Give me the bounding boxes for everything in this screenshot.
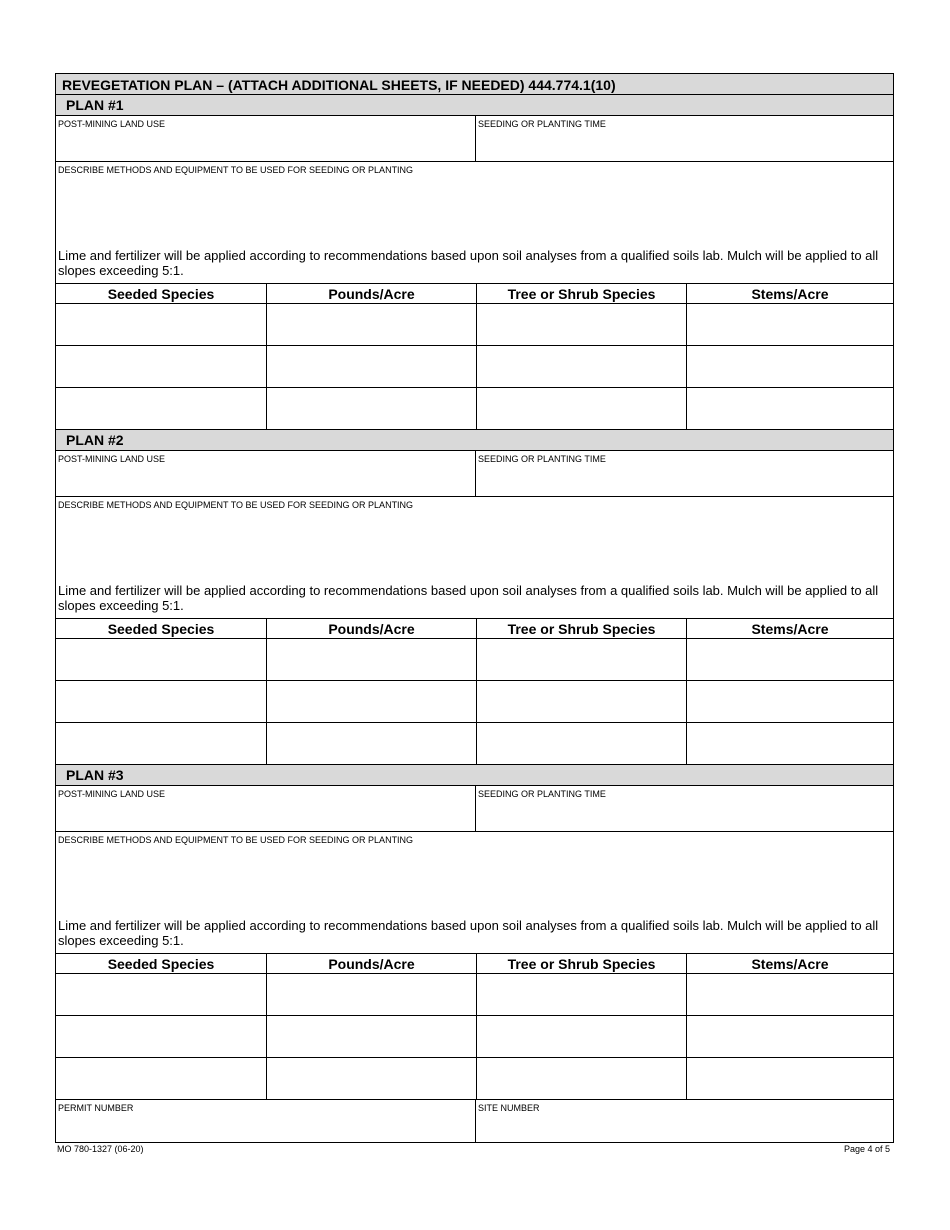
tree-shrub-cell[interactable] <box>476 346 686 387</box>
plan-3-seeding-time-field[interactable] <box>475 786 893 831</box>
tree-shrub-cell[interactable] <box>476 1058 686 1099</box>
pounds-acre-cell[interactable] <box>266 681 476 722</box>
tree-shrub-cell[interactable] <box>476 681 686 722</box>
plan-2-species-header <box>55 619 894 639</box>
col-seeded-species: Seeded Species <box>107 621 215 637</box>
plan-1-describe-field[interactable] <box>55 162 894 246</box>
plan-2-landuse-row <box>55 451 894 497</box>
plan-2-land-use-field[interactable] <box>56 451 475 496</box>
col-pounds-acre: Pounds/Acre <box>266 619 476 638</box>
plan-1-seeding-time-field[interactable] <box>475 116 893 161</box>
table-row <box>55 1016 894 1058</box>
page-number: Page 4 of 5 <box>843 1144 890 1154</box>
describe-label: DESCRIBE METHODS AND EQUIPMENT TO BE USED FOR SEEDING OR PLANTING <box>58 835 414 845</box>
col-tree-shrub-species: Tree or Shrub Species <box>476 619 686 638</box>
tree-shrub-cell[interactable] <box>476 1016 686 1057</box>
stems-acre-cell[interactable] <box>686 974 893 1015</box>
tree-shrub-cell[interactable] <box>476 974 686 1015</box>
col-tree-shrub-species: Tree or Shrub Species <box>476 954 686 973</box>
pounds-acre-cell[interactable] <box>266 1058 476 1099</box>
revegetation-plan-form <box>55 73 894 1143</box>
seeded-species-cell[interactable] <box>56 346 266 387</box>
plan-2-heading: PLAN #2 <box>55 430 894 451</box>
plan-3-species-header <box>55 954 894 974</box>
plan-1-landuse-row <box>55 116 894 162</box>
seeded-species-cell[interactable] <box>56 1016 266 1057</box>
pounds-acre-cell[interactable] <box>266 639 476 680</box>
form-id: MO 780-1327 (06-20) <box>57 1144 144 1154</box>
pounds-acre-cell[interactable] <box>266 346 476 387</box>
stems-acre-cell[interactable] <box>686 681 893 722</box>
seeded-species-cell[interactable] <box>56 681 266 722</box>
col-stems-acre: Stems/Acre <box>686 284 893 303</box>
col-pounds-acre: Pounds/Acre <box>266 284 476 303</box>
plan-1-land-use-field[interactable] <box>56 116 475 161</box>
site-number-label: SITE NUMBER <box>478 1103 540 1113</box>
seeding-time-label: SEEDING OR PLANTING TIME <box>478 789 606 799</box>
pounds-acre-cell[interactable] <box>266 974 476 1015</box>
plan-1-heading: PLAN #1 <box>55 95 894 116</box>
table-row <box>55 681 894 723</box>
tree-shrub-cell[interactable] <box>476 304 686 345</box>
tree-shrub-cell[interactable] <box>476 639 686 680</box>
table-row <box>55 974 894 1016</box>
land-use-label: POST-MINING LAND USE <box>58 789 166 799</box>
plan-3-heading: PLAN #3 <box>55 765 894 786</box>
tree-shrub-cell[interactable] <box>476 723 686 764</box>
seeded-species-cell[interactable] <box>56 974 266 1015</box>
stems-acre-cell[interactable] <box>686 346 893 387</box>
pounds-acre-cell[interactable] <box>266 388 476 429</box>
plan-2-seeding-time-field[interactable] <box>475 451 893 496</box>
table-row <box>55 723 894 765</box>
tree-shrub-cell[interactable] <box>476 388 686 429</box>
form-title: REVEGETATION PLAN – (ATTACH ADDITIONAL SHEETS, IF NEEDED) 444.774.1(10) <box>55 73 894 95</box>
seeded-species-cell[interactable] <box>56 1058 266 1099</box>
plan-2-lime-note: Lime and fertilizer will be applied according to recommendations based upon soil analyses from a qualified soils lab. Mulch will be applied to all slopes exceeding 5:1. <box>55 581 894 619</box>
stems-acre-cell[interactable] <box>686 1016 893 1057</box>
pounds-acre-cell[interactable] <box>266 723 476 764</box>
plan-3-describe-field[interactable] <box>55 832 894 916</box>
plan-3-land-use-field[interactable] <box>56 786 475 831</box>
col-stems-acre: Stems/Acre <box>686 619 893 638</box>
site-number-field[interactable] <box>475 1100 893 1142</box>
land-use-label: POST-MINING LAND USE <box>58 454 166 464</box>
permit-number-label: PERMIT NUMBER <box>58 1103 134 1113</box>
plan-1-species-header <box>55 284 894 304</box>
col-pounds-acre: Pounds/Acre <box>266 954 476 973</box>
table-row <box>55 304 894 346</box>
plan-1-lime-note: Lime and fertilizer will be applied according to recommendations based upon soil analyses from a qualified soils lab. Mulch will be applied to all slopes exceeding 5:1. <box>55 246 894 284</box>
plan-3-lime-note: Lime and fertilizer will be applied according to recommendations based upon soil analyses from a qualified soils lab. Mulch will be applied to all slopes exceeding 5:1. <box>55 916 894 954</box>
seeding-time-label: SEEDING OR PLANTING TIME <box>478 454 606 464</box>
pounds-acre-cell[interactable] <box>266 304 476 345</box>
land-use-label: POST-MINING LAND USE <box>58 119 166 129</box>
table-row <box>55 1058 894 1100</box>
col-seeded-species: Seeded Species <box>107 286 215 302</box>
seeded-species-cell[interactable] <box>56 304 266 345</box>
seeded-species-cell[interactable] <box>56 388 266 429</box>
col-stems-acre: Stems/Acre <box>686 954 893 973</box>
table-row <box>55 388 894 430</box>
col-tree-shrub-species: Tree or Shrub Species <box>476 284 686 303</box>
permit-site-row <box>55 1100 894 1143</box>
stems-acre-cell[interactable] <box>686 388 893 429</box>
table-row <box>55 639 894 681</box>
seeded-species-cell[interactable] <box>56 723 266 764</box>
permit-number-field[interactable] <box>56 1100 475 1142</box>
pounds-acre-cell[interactable] <box>266 1016 476 1057</box>
seeding-time-label: SEEDING OR PLANTING TIME <box>478 119 606 129</box>
describe-label: DESCRIBE METHODS AND EQUIPMENT TO BE USED FOR SEEDING OR PLANTING <box>58 165 414 175</box>
stems-acre-cell[interactable] <box>686 639 893 680</box>
describe-label: DESCRIBE METHODS AND EQUIPMENT TO BE USED FOR SEEDING OR PLANTING <box>58 500 414 510</box>
stems-acre-cell[interactable] <box>686 1058 893 1099</box>
stems-acre-cell[interactable] <box>686 723 893 764</box>
table-row <box>55 346 894 388</box>
seeded-species-cell[interactable] <box>56 639 266 680</box>
plan-3-landuse-row <box>55 786 894 832</box>
col-seeded-species: Seeded Species <box>107 956 215 972</box>
plan-2-describe-field[interactable] <box>55 497 894 581</box>
stems-acre-cell[interactable] <box>686 304 893 345</box>
